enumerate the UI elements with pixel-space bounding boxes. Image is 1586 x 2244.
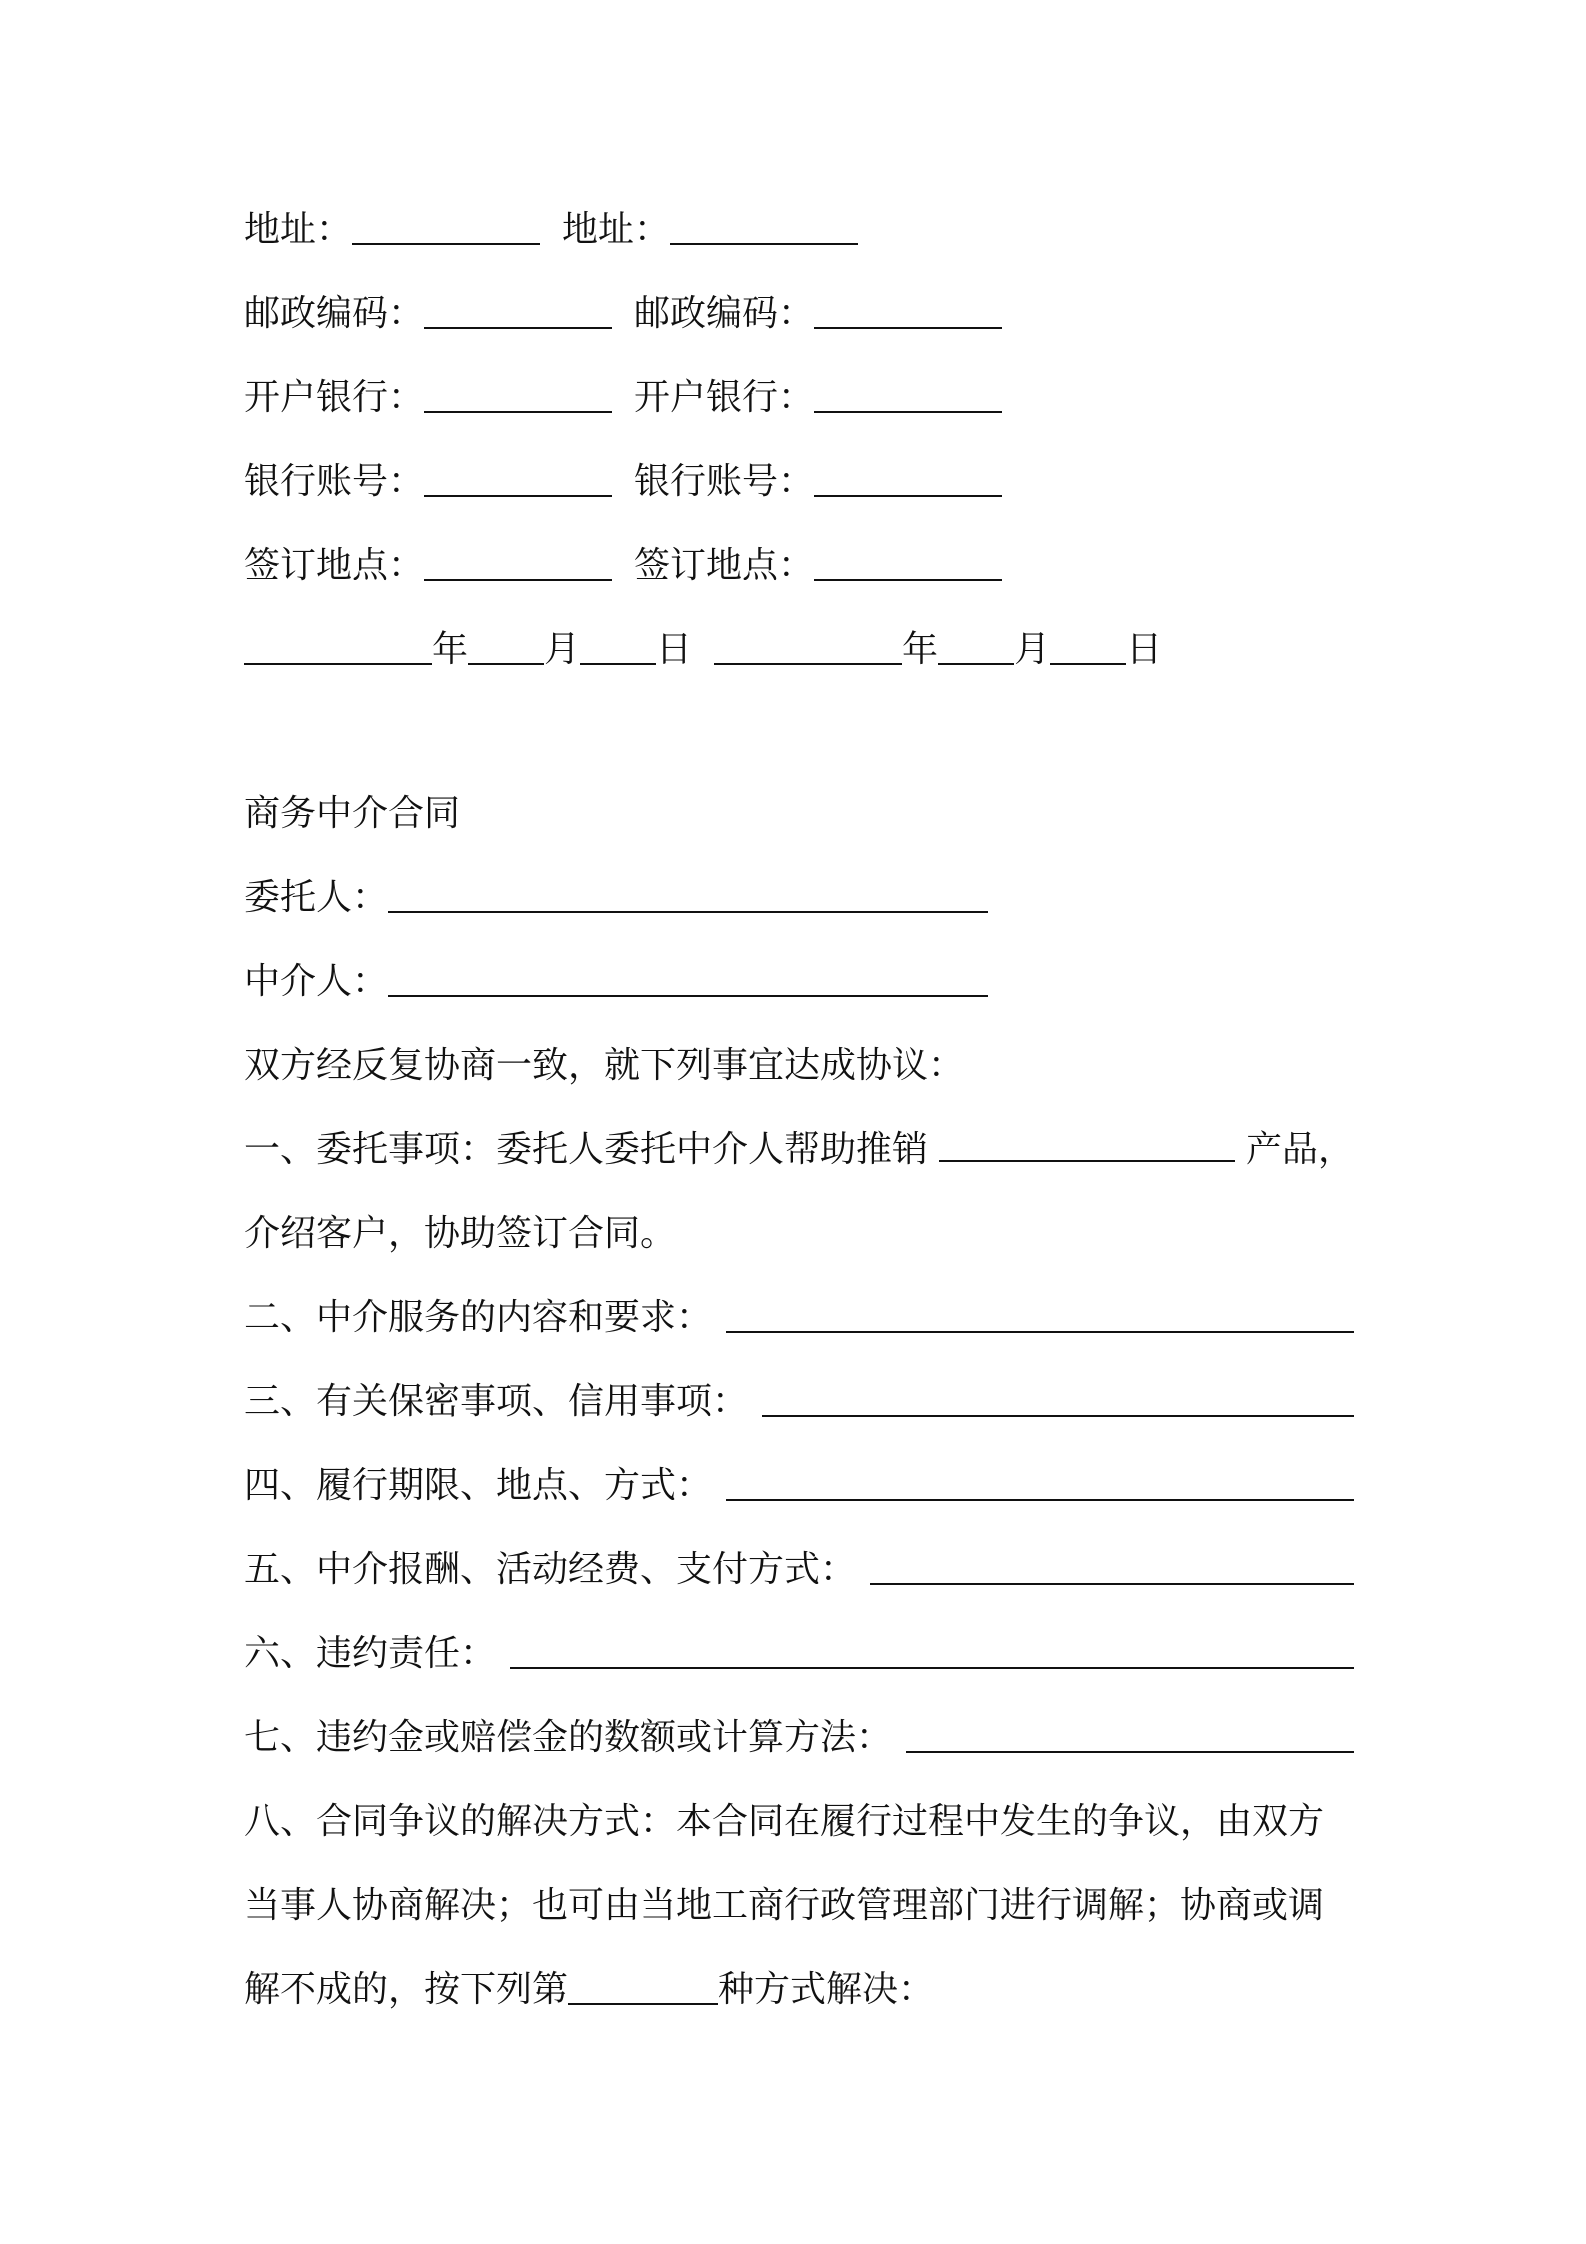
address-blank-left[interactable] — [352, 213, 540, 245]
postcode-label-right: 邮政编码： — [634, 293, 815, 334]
account-blank-right[interactable] — [814, 465, 1002, 497]
clause-7-blank[interactable] — [906, 1721, 1354, 1753]
bank-label-right: 开户银行： — [634, 377, 815, 418]
clause-4-row — [244, 1462, 1354, 1510]
month-label-right: 月 — [1014, 629, 1051, 670]
postcode-row — [244, 290, 1002, 338]
agent-label: 中介人： — [244, 961, 389, 1002]
date-row — [244, 626, 1162, 674]
bank-blank-left[interactable] — [424, 381, 612, 413]
clause-2-blank[interactable] — [726, 1301, 1354, 1333]
address-label-right: 地址： — [562, 209, 671, 250]
account-label-left: 银行账号： — [244, 461, 425, 502]
clause-3-label: 三、有关保密事项、信用事项： — [244, 1381, 749, 1422]
clause-8-line-1-text: 八、合同争议的解决方式：本合同在履行过程中发生的争议，由双方 — [244, 1801, 1325, 1842]
agent-blank[interactable] — [388, 965, 988, 997]
agent-row — [244, 958, 988, 1006]
account-label-right: 银行账号： — [634, 461, 815, 502]
sign-place-row — [244, 542, 1002, 590]
clause-3-blank[interactable] — [762, 1385, 1354, 1417]
sign-place-label-left: 签订地点： — [244, 545, 425, 586]
preamble: 双方经反复协商一致，就下列事宜达成协议： — [244, 1045, 965, 1086]
postcode-blank-right[interactable] — [814, 297, 1002, 329]
month-blank-right[interactable] — [938, 633, 1014, 665]
clause-1-line-2: 介绍客户，协助签订合同。 — [244, 1213, 677, 1254]
month-label-left: 月 — [544, 629, 581, 670]
month-blank-left[interactable] — [468, 633, 544, 665]
clause-6-blank[interactable] — [510, 1637, 1354, 1669]
clause-1-line-1 — [244, 1126, 1354, 1174]
year-label-left: 年 — [432, 629, 469, 670]
clause-1-text-end: 产品， — [1245, 1129, 1354, 1170]
clause-6-row — [244, 1630, 1354, 1678]
sign-place-label-right: 签订地点： — [634, 545, 815, 586]
clause-2-label: 二、中介服务的内容和要求： — [244, 1297, 713, 1338]
year-blank-left[interactable] — [244, 633, 432, 665]
clause-8-method-blank[interactable] — [568, 1973, 718, 2005]
address-label-left: 地址： — [244, 209, 353, 250]
day-label-left: 日 — [656, 629, 693, 670]
clause-8-line-3-text-end: 种方式解决： — [718, 1969, 935, 2010]
sign-place-blank-left[interactable] — [424, 549, 612, 581]
clause-8-line-1 — [244, 1798, 1354, 1846]
postcode-blank-left[interactable] — [424, 297, 612, 329]
address-blank-right[interactable] — [670, 213, 858, 245]
clause-8-line-3 — [244, 1966, 934, 2014]
clause-3-row — [244, 1378, 1354, 1426]
bank-row — [244, 374, 1002, 422]
clause-4-label: 四、履行期限、地点、方式： — [244, 1465, 713, 1506]
address-row — [244, 206, 858, 254]
bank-blank-right[interactable] — [814, 381, 1002, 413]
clause-5-label: 五、中介报酬、活动经费、支付方式： — [244, 1549, 857, 1590]
clause-7-row — [244, 1714, 1354, 1762]
clause-5-row — [244, 1546, 1354, 1594]
postcode-label-left: 邮政编码： — [244, 293, 425, 334]
client-label: 委托人： — [244, 877, 389, 918]
clause-6-label: 六、违约责任： — [244, 1633, 497, 1674]
clause-8-line-2-text: 当事人协商解决；也可由当地工商行政管理部门进行调解；协商或调 — [244, 1885, 1325, 1926]
day-blank-right[interactable] — [1050, 633, 1126, 665]
clause-8-line-3-text: 解不成的，按下列第 — [244, 1969, 569, 2010]
clause-2-row — [244, 1294, 1354, 1342]
account-row — [244, 458, 1002, 506]
day-blank-left[interactable] — [580, 633, 656, 665]
day-label-right: 日 — [1126, 629, 1163, 670]
year-blank-right[interactable] — [714, 633, 902, 665]
clause-5-blank[interactable] — [870, 1553, 1354, 1585]
clause-4-blank[interactable] — [726, 1469, 1354, 1501]
clause-7-label: 七、违约金或赔偿金的数额或计算方法： — [244, 1717, 893, 1758]
clause-8-line-2 — [244, 1882, 1354, 1930]
sign-place-blank-right[interactable] — [814, 549, 1002, 581]
bank-label-left: 开户银行： — [244, 377, 425, 418]
clause-1-product-blank[interactable] — [939, 1130, 1235, 1162]
clause-1-text: 一、委托事项：委托人委托中介人帮助推销 — [244, 1129, 929, 1170]
year-label-right: 年 — [902, 629, 939, 670]
client-blank[interactable] — [388, 881, 988, 913]
contract-title: 商务中介合同 — [244, 793, 461, 834]
account-blank-left[interactable] — [424, 465, 612, 497]
client-row — [244, 874, 988, 922]
